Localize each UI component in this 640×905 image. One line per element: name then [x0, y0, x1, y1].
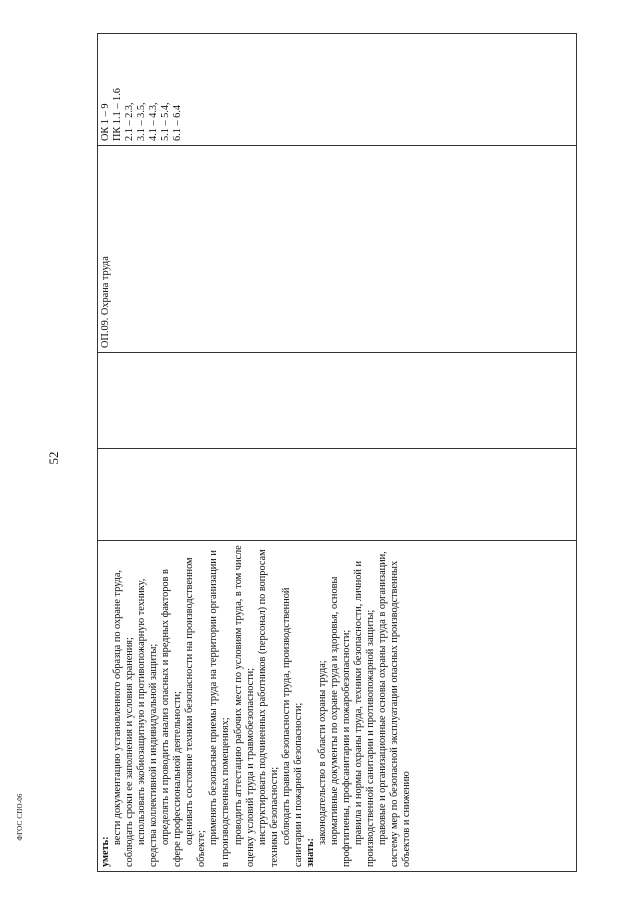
competencies-cell	[98, 34, 577, 146]
hours-max-cell	[98, 449, 577, 541]
competency-item: 2.1 – 2.3,	[124, 102, 136, 141]
skills-label: уметь:	[100, 836, 111, 867]
skill-item: определять и проводить анализ опасных и вредных факторов в сфере профессиональной деятельности;	[160, 569, 184, 867]
discipline-cell	[98, 146, 577, 353]
curriculum-table	[97, 33, 577, 872]
table-row	[98, 34, 577, 872]
competency-item: 5.1 – 5.4,	[160, 102, 172, 141]
content-cell	[98, 541, 577, 872]
skill-item: проводить аттестацию рабочих мест по условиям труда, в том числе оценку условий труда и травмобезопасности;	[232, 545, 256, 867]
skill-item: инструктировать подчиненных работников (персонал) по вопросам техники безопасности;	[256, 549, 280, 867]
knowledge-label: знать:	[304, 838, 316, 867]
skill-item: использовать экобиозащитную и противопожарную технику, средства коллективной и индивидуальной защиты;	[136, 578, 160, 867]
competency-item: 3.1 – 3.5,	[136, 102, 148, 141]
competency-item: ПК 1.1 – 1.6	[112, 88, 124, 141]
skill-item: применять безопасные приемы труда на территории организации и в производственных помещениях;	[208, 550, 232, 867]
rotated-sheet	[97, 34, 577, 872]
skill-item: соблюдать правила безопасности труда, производственной санитарии и пожарной безопасности;	[280, 587, 304, 867]
knowledge-item: законодательство в области охраны труда;	[316, 660, 328, 845]
footer-code: ФГОС СПО-06	[16, 793, 24, 841]
hours-required-cell	[98, 353, 577, 449]
page-number: 52	[46, 451, 61, 465]
discipline-name: ОП.09. Охрана труда	[100, 256, 111, 348]
knowledge-item: правовые и организационные основы охраны труда в организации, систему мер по безопасной эксплуатации опасных производственных объектов и снижению	[377, 551, 413, 867]
competency-item: 4.1 – 4.3,	[148, 102, 160, 141]
skill-item: вести документацию установленного образца по охране труда, соблюдать сроки ее заполнения и условия хранения;	[112, 570, 136, 867]
knowledge-item: нормативные документы по охране труда и здоровья, основы профгигиены, профсанитарии и пожаробезопасности;	[328, 576, 352, 867]
skill-item: оценивать состояние техники безопасности на производственном объекте;	[184, 557, 208, 867]
competency-item: 6.1 – 6.4	[172, 104, 184, 141]
competency-item: ОК 1 – 9	[100, 103, 111, 141]
knowledge-item: правила и нормы охраны труда, техники безопасности, личной и производственной санитарии и противопожарной защиты;	[352, 560, 377, 867]
